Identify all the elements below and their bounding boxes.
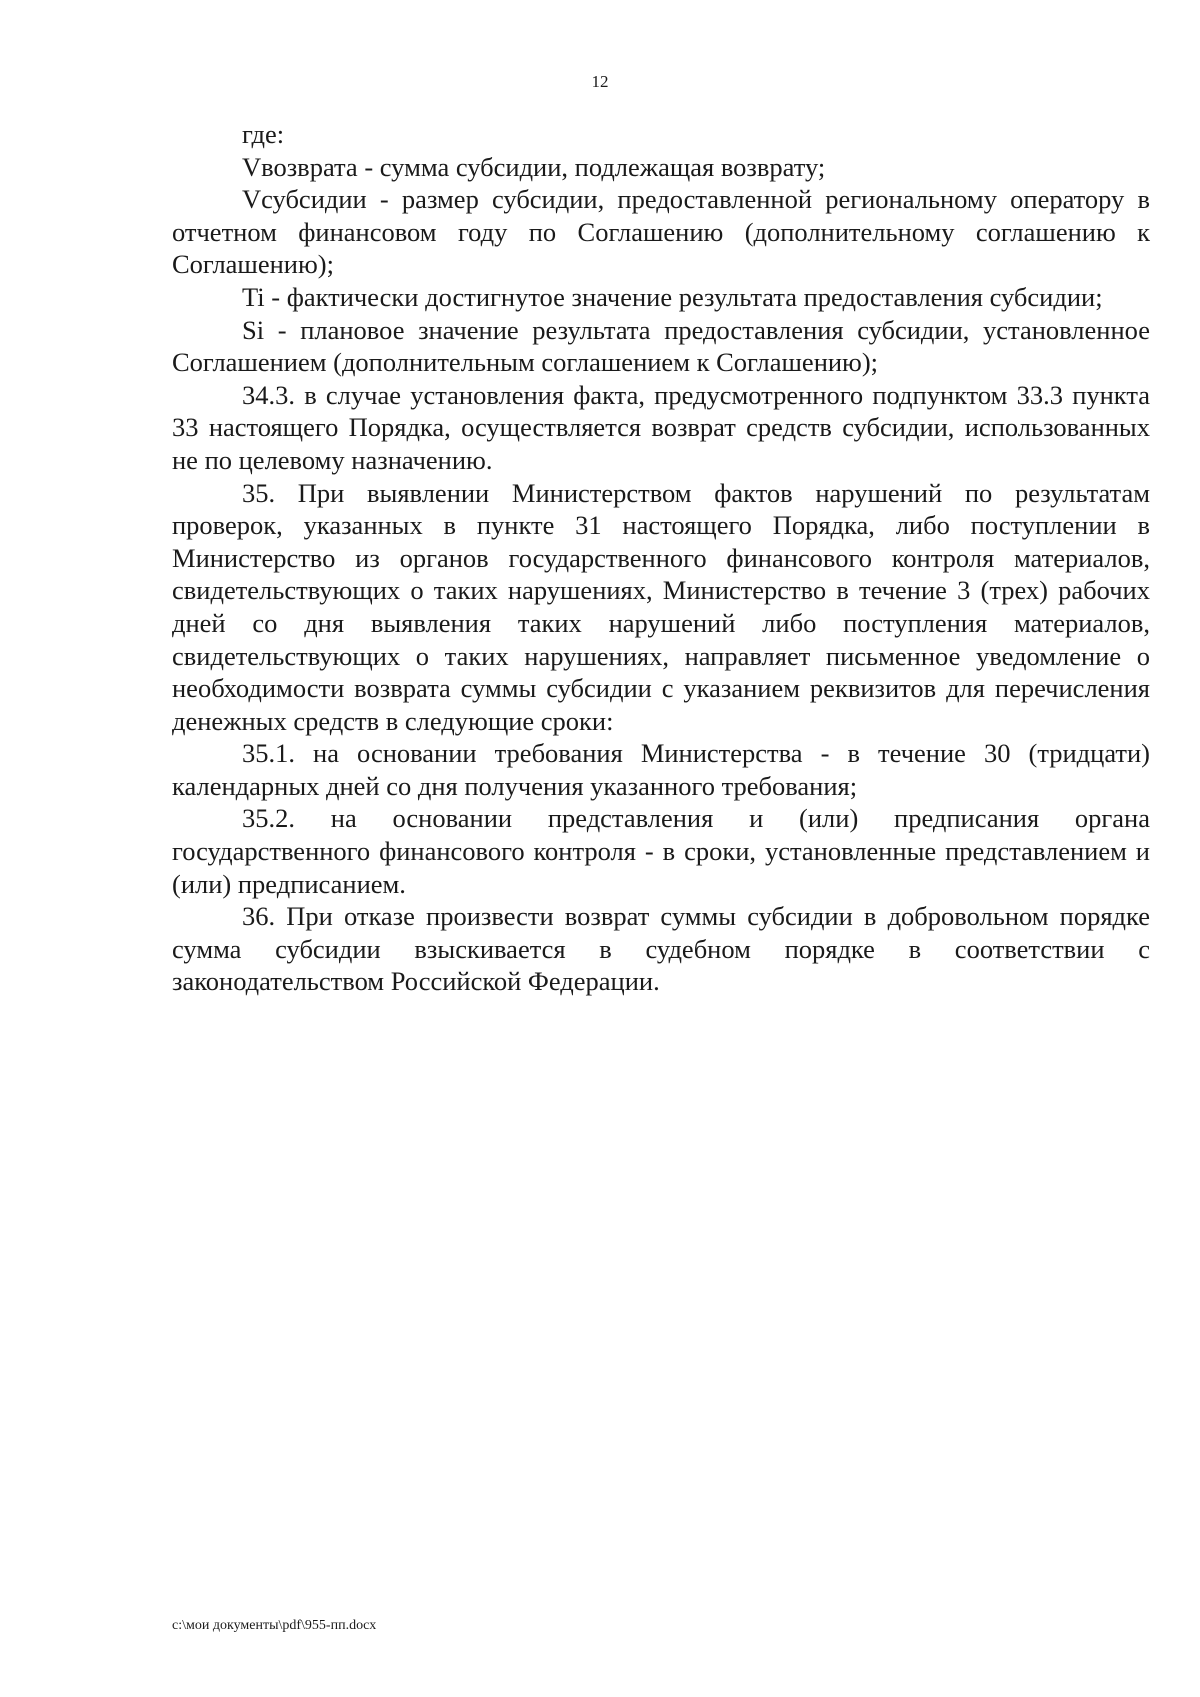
document-body <box>172 118 1150 998</box>
paragraph-where: где: <box>242 119 285 149</box>
footer-file-path: c:\мои документы\pdf\955-пп.docx <box>172 1618 377 1633</box>
paragraph-35-1: 35.1. на основании требования Министерства - в течение 30 (тридцати) календарных дней со дня получения указанного требования; <box>172 738 1150 801</box>
paragraph-si: Si - плановое значение результата предоставления субсидии, установленное Соглашением (дополнительным соглашением к Соглашению); <box>172 314 1150 378</box>
paragraph-v-subsidy: Vсубсидии - размер субсидии, предоставленной региональному оператору в отчетном финансовом году по Соглашению (дополнительному соглашению к Соглашению); <box>172 184 1150 280</box>
paragraph-36: 36. При отказе произвести возврат суммы субсидии в добровольном порядке сумма субсидии взыскивается в судебном порядке в соответствии с законодательством Российской Федерации. <box>172 901 1150 997</box>
paragraph-35-2: 35.2. на основании представления и (или) предписания органа государственного финансового контроля - в сроки, установленные представлением и (или) предписанием. <box>172 803 1150 899</box>
paragraph-35: 35. При выявлении Министерством фактов нарушений по результатам проверок, указанных в пункте 31 настоящего Порядка, либо поступлении в Министерство из органов государственного финансового контроля материалов, свидетельствующих о таких нарушениях, Министерство в течение 3 (трех) рабочих дней со дня выявления таких нарушений либо поступления материалов, свидетельствующих о таких нарушениях, направляет письменное уведомление о необходимости возврата суммы субсидии с указанием реквизитов для перечисления денежных средств в следующие сроки: <box>172 477 1150 736</box>
paragraph-34-3: 34.3. в случае установления факта, предусмотренного подпунктом 33.3 пункта 33 настоящего Порядка, осуществляется возврат средств субсидии, использованных не по целевому назначению. <box>172 379 1150 475</box>
paragraph-v-return: Vвозврата - сумма субсидии, подлежащая возврату; <box>242 151 826 182</box>
page-number: 12 <box>591 72 609 91</box>
paragraph-ti: Ti - фактически достигнутое значение результата предоставления субсидии; <box>242 281 1103 312</box>
